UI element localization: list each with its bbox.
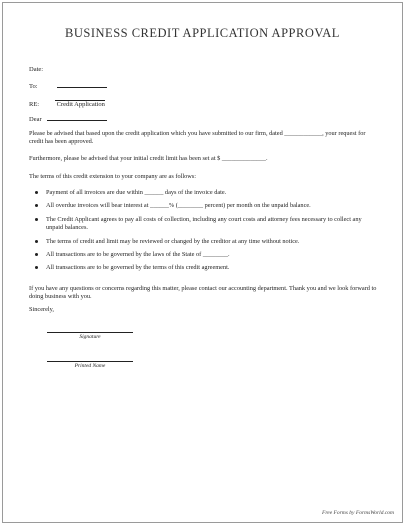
dear-row [29,116,107,123]
bullet-icon [35,253,38,256]
paragraph-closing: If you have any questions or concerns regarding this matter, please contact our accounting department. Thank you and we look forward to doing business with you. [29,285,377,301]
bullet-icon [35,218,38,221]
document-title: BUSINESS CREDIT APPLICATION APPROVAL [65,26,340,40]
to-label: To: [29,83,38,90]
sincerely-text: Sincerely, [29,306,54,313]
bullet-icon [35,266,38,269]
terms-list [46,189,379,278]
bullet-icon [35,204,38,207]
re-value: Credit Application [56,101,105,108]
document-page [2,2,403,523]
terms-list-item: Payment of all invoices are due within ______ days of the invoice date. [46,189,379,197]
footer-text: Free Forms by FormsWorld.com [321,510,394,516]
terms-list-item: All overdue invoices will bear interest at ______% (________ percent) per month on the unpaid balance. [46,202,379,210]
terms-list-item: The terms of credit and limit may be reviewed or changed by the creditor at any time without notice. [46,238,379,246]
date-label: Date: [29,66,44,73]
signature-line [47,332,133,333]
signature-caption: Signature [79,334,101,340]
printed-name-caption: Printed Name [74,363,106,369]
paragraph-credit-limit: Furthermore, please be advised that your initial credit limit has been set at $ ______________. [29,155,268,162]
terms-list-item: The Credit Applicant agrees to pay all costs of collection, including any court costs and attorney fees necessary to collect any unpaid balances. [46,216,379,233]
printed-name-line [47,361,133,362]
date-row [29,66,55,73]
dear-line [47,119,107,121]
bullet-icon [35,240,38,243]
to-line [57,86,107,88]
to-row [29,83,107,90]
paragraph-approval: Please be advised that based upon the credit application which you have submitted to our firm, dated ____________, your request for credit has been approved. [29,130,366,146]
paragraph-terms-intro: The terms of this credit extension to your company are as follows: [29,173,196,180]
terms-list-item: All transactions are to be governed by the laws of the State of ________. [46,251,379,259]
dear-label: Dear [29,116,42,123]
terms-list-item: All transactions are to be governed by the terms of this credit agreement. [46,264,379,272]
bullet-icon [35,191,38,194]
re-label: RE: [29,101,40,108]
re-row [29,101,105,108]
